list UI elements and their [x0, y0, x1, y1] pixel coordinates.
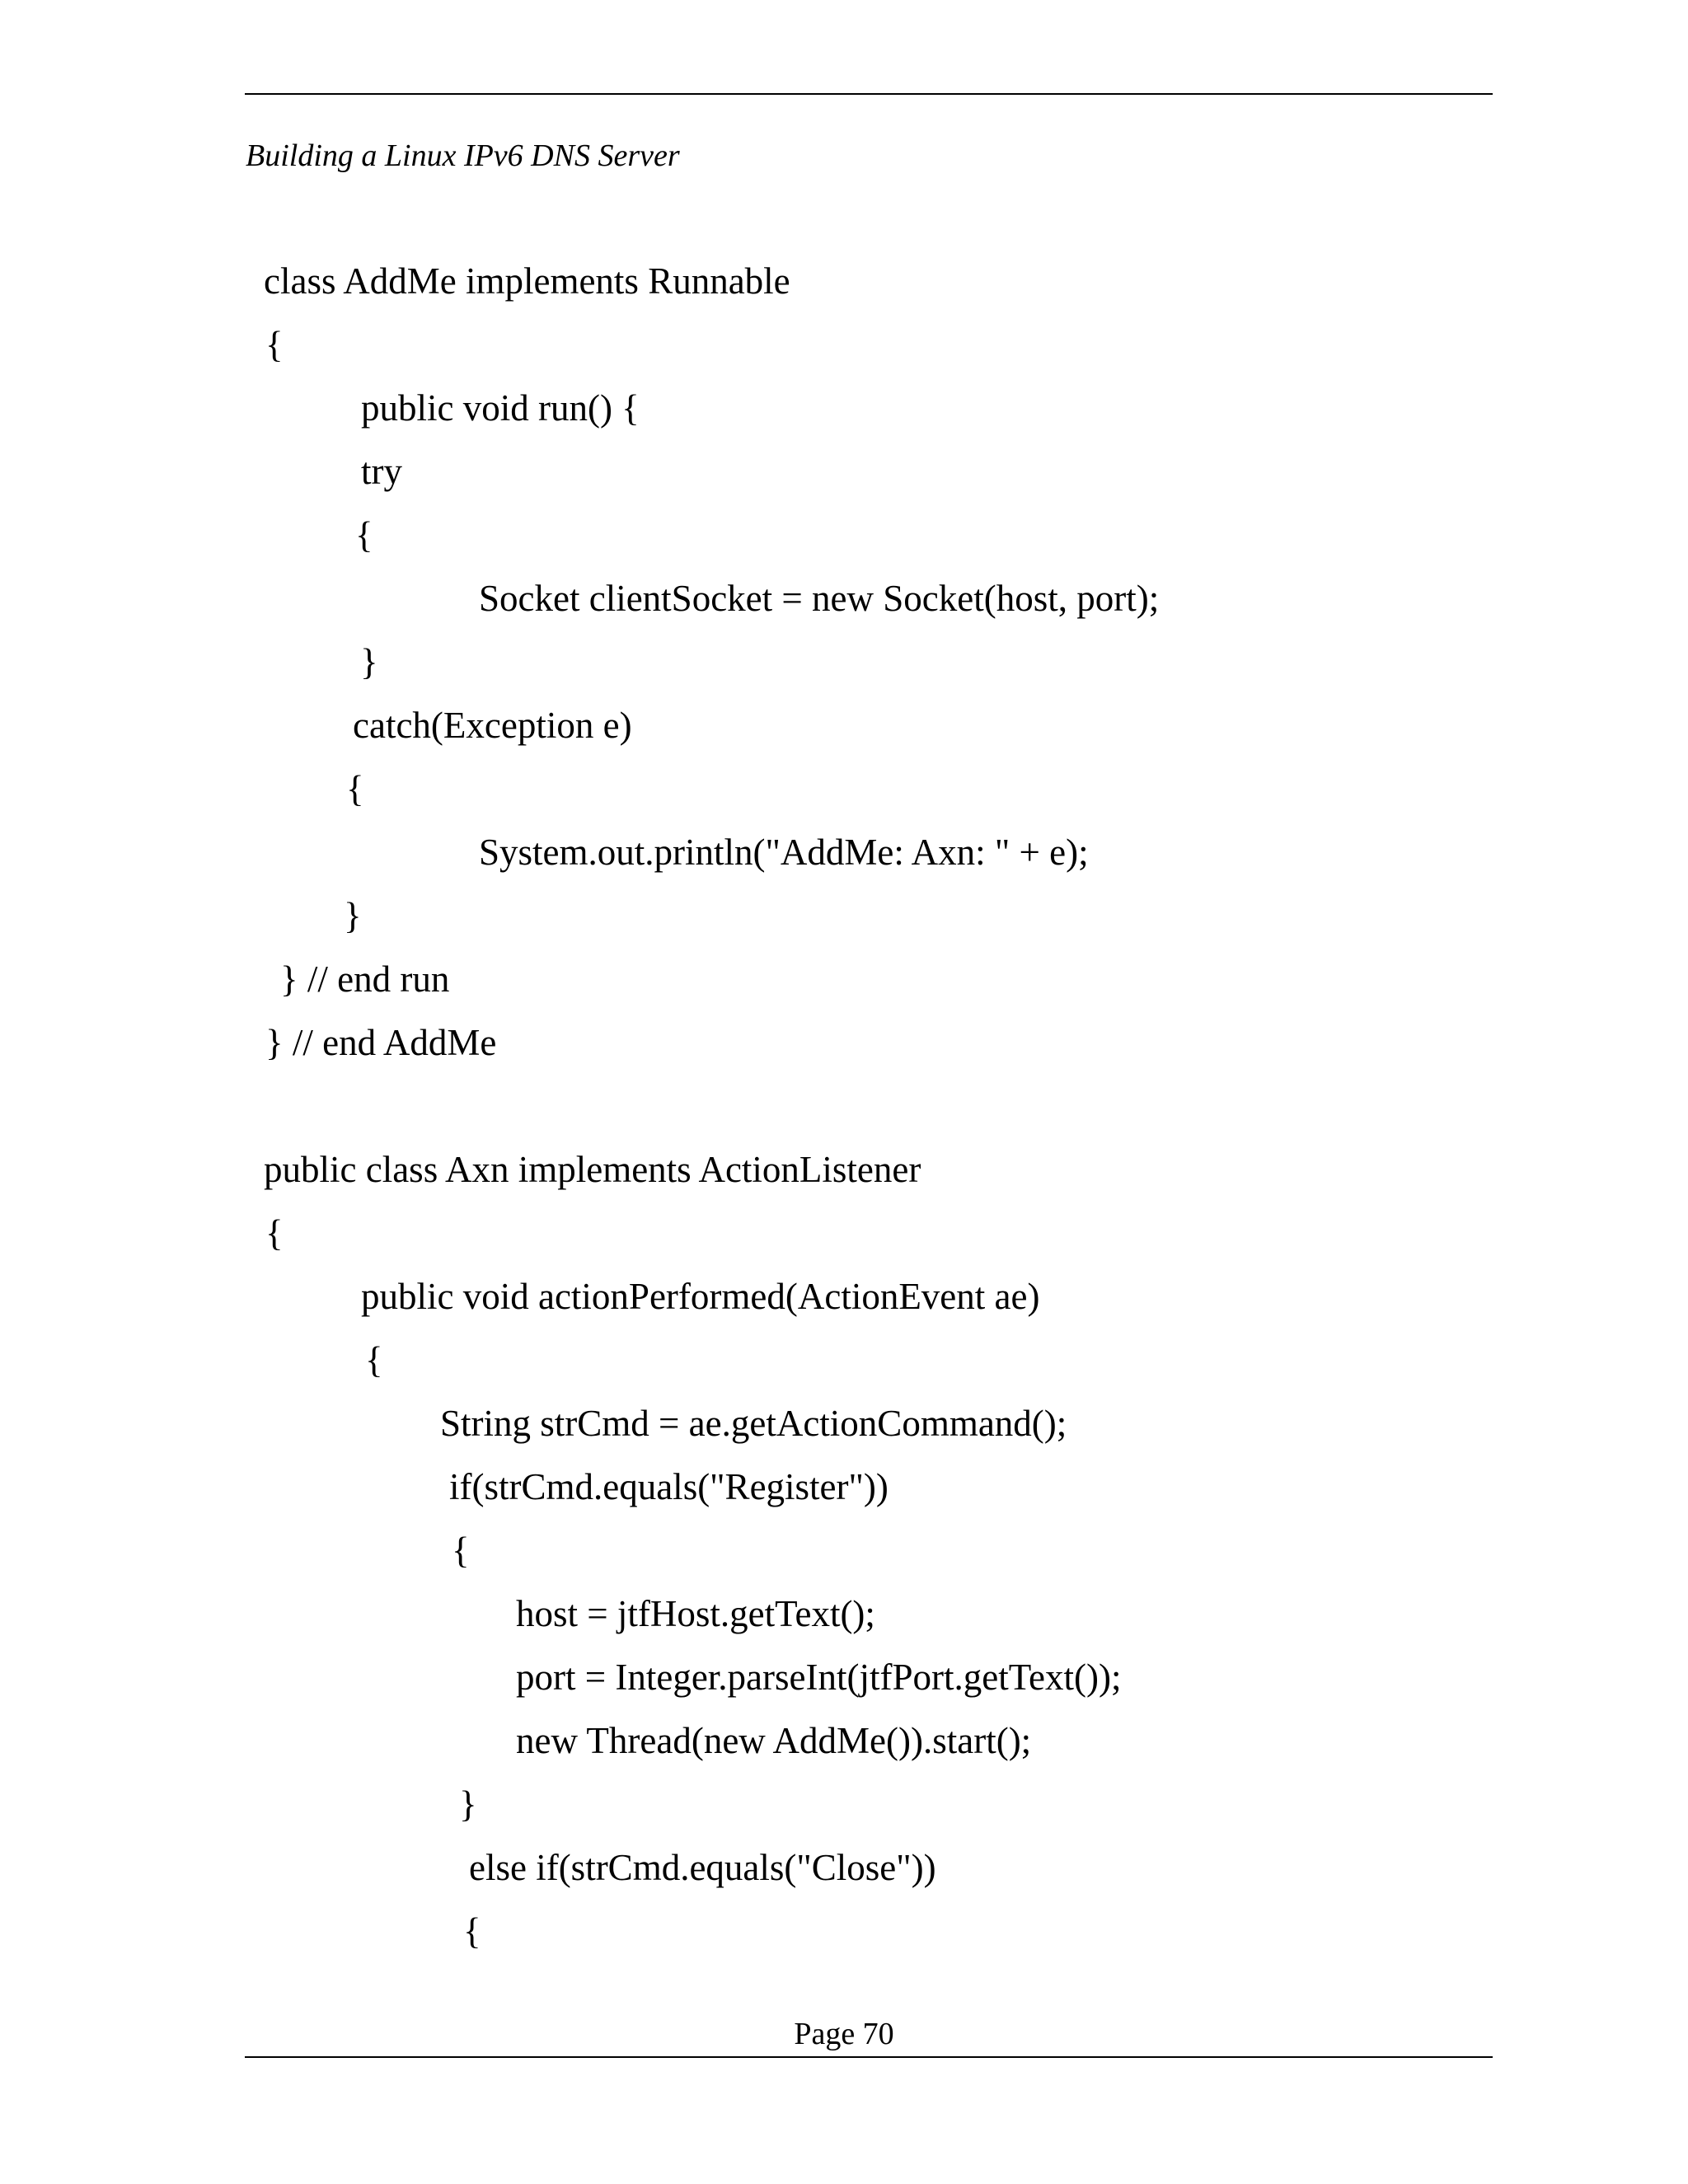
code-line: catch(Exception e)	[353, 705, 632, 746]
running-header: Building a Linux IPv6 DNS Server	[246, 138, 680, 173]
code-line: {	[452, 1530, 470, 1571]
code-line: port = Integer.parseInt(jtfPort.getText());	[516, 1657, 1122, 1698]
code-line: try	[361, 451, 402, 492]
code-line: {	[346, 768, 364, 809]
code-line: }	[344, 895, 362, 936]
code-line: else if(strCmd.equals("Close"))	[469, 1847, 936, 1888]
code-line: }	[360, 641, 378, 682]
header-rule	[245, 93, 1493, 95]
code-line: {	[365, 1339, 383, 1380]
code-line: } // end AddMe	[265, 1022, 497, 1063]
code-line: String strCmd = ae.getActionCommand();	[440, 1403, 1067, 1444]
footer-rule	[245, 2056, 1493, 2058]
code-line: new Thread(new AddMe()).start();	[516, 1720, 1032, 1761]
code-line: public void actionPerformed(ActionEvent ae)	[361, 1276, 1040, 1317]
code-line: System.out.println("AddMe: Axn: " + e);	[479, 832, 1089, 873]
code-line: if(strCmd.equals("Register"))	[449, 1466, 889, 1507]
code-line: public class Axn implements ActionListener	[264, 1149, 921, 1190]
code-line: class AddMe implements Runnable	[264, 260, 790, 302]
code-line: {	[265, 1212, 284, 1254]
code-line: {	[355, 514, 373, 555]
page-number: Page 70	[794, 2017, 894, 2051]
code-line: public void run() {	[361, 387, 640, 429]
code-line: {	[265, 324, 284, 365]
code-line: }	[459, 1783, 477, 1825]
code-line: host = jtfHost.getText();	[516, 1593, 875, 1634]
code-line: {	[463, 1910, 481, 1952]
code-line: } // end run	[280, 958, 450, 1000]
code-line: Socket clientSocket = new Socket(host, port);	[479, 578, 1160, 619]
